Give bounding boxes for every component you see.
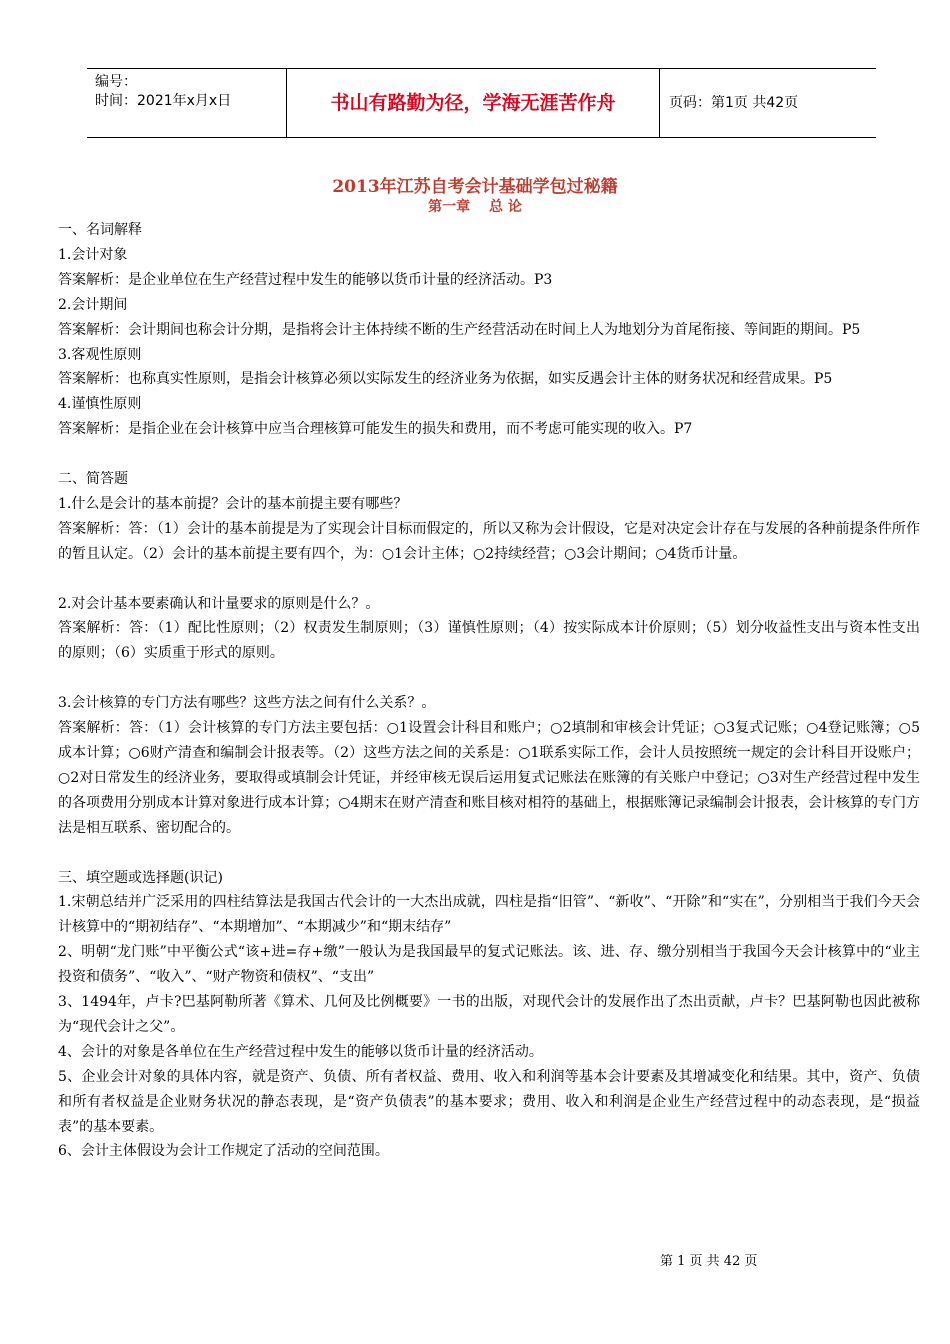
blank-line (58, 442, 920, 467)
paragraph: 答案解析：答：（1）会计的基本前提是为了实现会计目标而假定的，所以又称为会计假设，它是对决定会计存在与发展的各种前提条件所作的暂且认定。（2）会计的基本前提主要有四个，为：○1会计主体；○2持续经营；○3会计期间；○4货币计量。 (58, 520, 920, 562)
paragraph: 6、会计主体假设为会计工作规定了活动的空间范围。 (58, 1143, 389, 1160)
blank-line (58, 666, 920, 691)
paragraph: 答案解析：会计期间也称会计分期，是指将会计主体持续不断的生产经营活动在时间上人为地划分为首尾衔接、等间距的期间。P5 (58, 321, 861, 338)
document-body (58, 218, 920, 1164)
paragraph: 二、简答题 (58, 471, 128, 488)
blank-line (58, 567, 920, 592)
paragraph: 2、明朝“龙门账”中平衡公式“该+进=存+缴”一般认为是我国最早的复式记账法。该、进、存、缴分别相当于我国今天会计核算中的“业主投资和债务”、“收入”、“财产物资和债权”、“支出” (58, 944, 920, 986)
time-label: 时间：2021年x月x日 (95, 93, 232, 109)
paragraph: 2.会计期间 (58, 296, 128, 313)
blank-line (58, 841, 920, 866)
header-meta-cell (87, 69, 287, 137)
paragraph: 答案解析：答：（1）会计核算的专门方法主要包括：○1设置会计科目和账户；○2填制和审核会计凭证；○3复式记账；○4登记账簿；○5成本计算；○6财产清查和编制会计报表等。（2）这些方法之间的关系是：○1联系实际工作，会计人员按照统一规定的会计科目开设账户；○2对日常发生的经济业务，要取得或填制会计凭证，并经审核无误后运用复式记账法在账簿的有关账户中登记；○3对生产经营过程中发生的各项费用分别成本计算对象进行成本计算；○4期末在财产清查和账目核对相符的基础上，根据账簿记录编制会计报表，会计核算的专门方法是相互联系、密切配合的。 (58, 720, 920, 836)
header-table (87, 68, 876, 138)
paragraph: 3、1494年，卢卡?巴基阿勒所著《算术、几何及比例概要》一书的出版，对现代会计的发展作出了杰出贡献，卢卡？巴基阿勒也因此被称为“现代会计之父”。 (58, 994, 920, 1035)
paragraph: 3.会计核算的专门方法有哪些？这些方法之间有什么关系？。 (58, 695, 436, 712)
paragraph: 4.谨慎性原则 (58, 396, 142, 413)
paragraph: 5、企业会计对象的具体内容，就是资产、负债、所有者权益、费用、收入和利润等基本会计要素及其增减变化和结果。其中，资产、负债和所有者权益是企业财务状况的静态表现，是“资产负债表”的基本要求；费用、收入和利润是企业生产经营过程中的动态表现，是“损益表”的基本要素。 (58, 1068, 920, 1135)
paragraph: 答案解析：答：（1）配比性原则；（2）权责发生制原则；（3）谨慎性原则；（4）按实际成本计价原则；（5）划分收益性支出与资本性支出的原则；（6）实质重于形式的原则。 (58, 620, 920, 662)
paragraph: 答案解析：也称真实性原则，是指会计核算必须以实际发生的经济业务为依据，如实反遇会计主体的财务状况和经营成果。P5 (58, 371, 833, 388)
paragraph: 一、名词解释 (58, 222, 142, 238)
paragraph: 1.会计对象 (58, 246, 128, 263)
paragraph: 3.客观性原则 (58, 346, 142, 363)
document-title: 2013年江苏自考会计基础学包过秘籍 (332, 177, 618, 197)
page-number-label: 页码：第1页 共42页 (669, 95, 799, 111)
chapter-title: 第一章 总 论 (428, 199, 522, 215)
paragraph: 三、填空题或选择题(识记) (58, 869, 223, 886)
serial-label: 编号： (95, 74, 137, 90)
paragraph: 4、会计的对象是各单位在生产经营过程中发生的能够以货币计量的经济活动。 (58, 1043, 543, 1060)
paragraph: 答案解析：是企业单位在生产经营过程中发生的能够以货币计量的经济活动。P3 (58, 271, 553, 288)
paragraph: 答案解析：是指企业在会计核算中应当合理核算可能发生的损失和费用，而不考虑可能实现的收入。P7 (58, 421, 693, 438)
paragraph: 2.对会计基本要素确认和计量要求的原则是什么？。 (58, 595, 380, 612)
paragraph: 1.宋朝总结并广泛采用的四柱结算法是我国古代会计的一大杰出成就，四柱是指“旧管”、“新收”、“开除”和“实在”，分别相当于我们今天会计核算中的“期初结存”、“本期增加”、“本期减少”和“期末结存” (58, 894, 920, 936)
page-footer: 第 1 页 共 42 页 (660, 1254, 758, 1269)
paragraph: 1.什么是会计的基本前提？会计的基本前提主要有哪些？ (58, 495, 408, 512)
motto: 书山有路勤为径，学海无涯苦作舟 (287, 69, 660, 137)
